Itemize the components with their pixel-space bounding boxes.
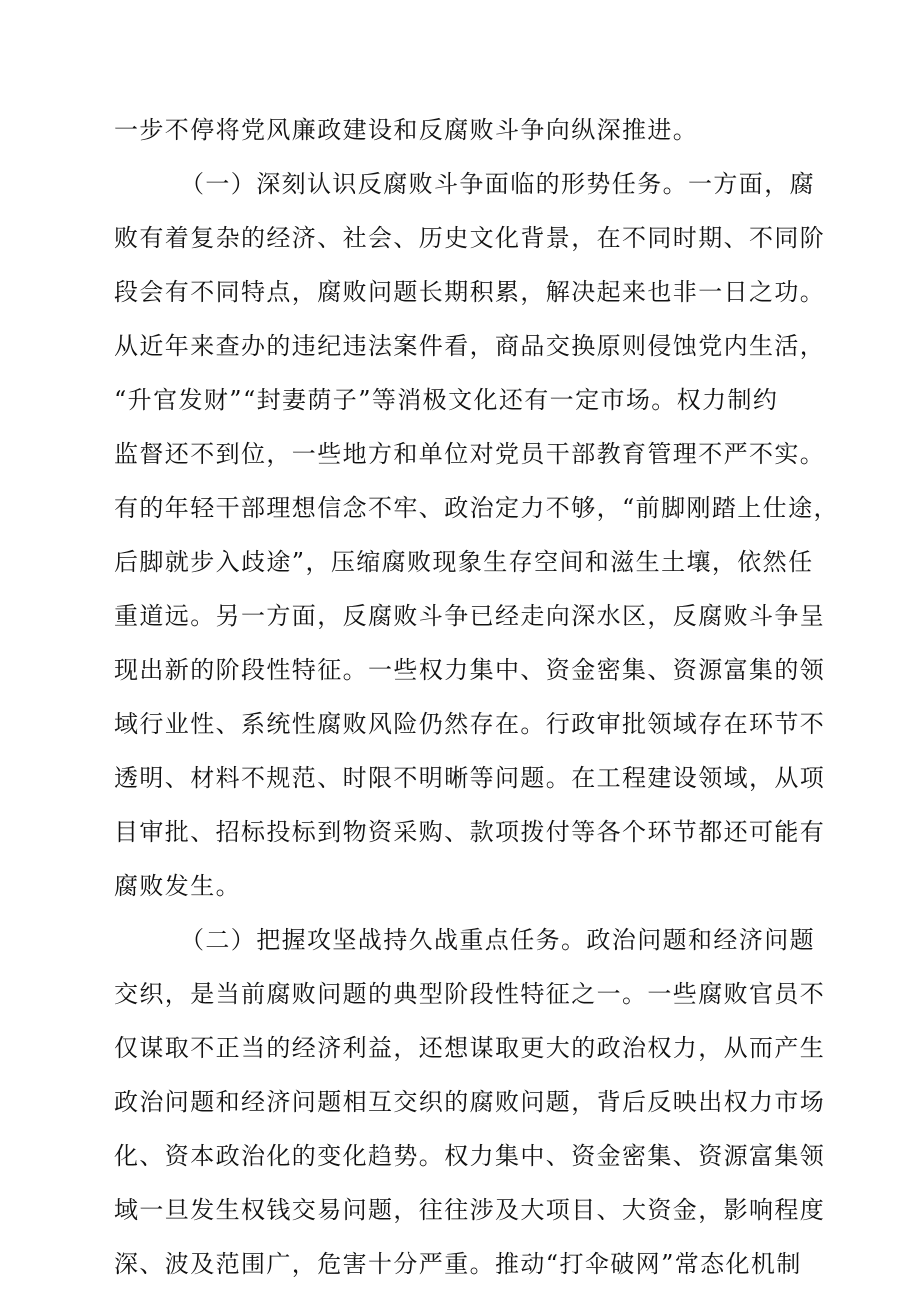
text-line: “升官发财”“封妻荫子”等消极文化还有一定市场。权力制约 <box>114 386 779 414</box>
text-line: 现出新的阶段性特征。一些权力集中、资金密集、资源富集的领 <box>114 656 826 684</box>
text-line: 交织，是当前腐败问题的典型阶段性特征之一。一些腐败官员不 <box>114 980 826 1008</box>
text-line: 败有着复杂的经济、社会、历史文化背景，在不同时期、不同阶 <box>114 224 826 252</box>
paragraph-1-first-line: （一）深刻认识反腐败斗争面临的形势任务。一方面，腐 <box>180 170 815 198</box>
text-line: 域行业性、系统性腐败风险仍然存在。行政审批领域存在环节不 <box>114 710 826 738</box>
text-line: 化、资本政治化的变化趋势。权力集中、资金密集、资源富集领 <box>114 1142 826 1170</box>
text-line: 重道远。另一方面，反腐败斗争已经走向深水区，反腐败斗争呈 <box>114 602 826 630</box>
text-line: 从近年来查办的违纪违法案件看，商品交换原则侵蚀党内生活， <box>114 332 826 360</box>
text-line: 深、波及范围广，危害十分严重。推动“打伞破网”常态化机制 <box>114 1250 802 1278</box>
text-line: 一步不停将党风廉政建设和反腐败斗争向纵深推进。 <box>114 116 699 144</box>
text-line: 段会有不同特点，腐败问题长期积累，解决起来也非一日之功。 <box>114 278 826 306</box>
text-line: 仅谋取不正当的经济利益，还想谋取更大的政治权力，从而产生 <box>114 1034 826 1062</box>
text-line: 后脚就步入歧途”，压缩腐败现象生存空间和滋生土壤，依然任 <box>114 548 814 576</box>
text-line: 监督还不到位，一些地方和单位对党员干部教育管理不严不实。 <box>114 440 826 468</box>
text-line: 域一旦发生权钱交易问题，往往涉及大项目、大资金，影响程度 <box>114 1196 826 1224</box>
text-line: 政治问题和经济问题相互交织的腐败问题，背后反映出权力市场 <box>114 1088 826 1116</box>
text-line: 目审批、招标投标到物资采购、款项拨付等各个环节都还可能有 <box>114 818 826 846</box>
text-line: 透明、材料不规范、时限不明晰等问题。在工程建设领域，从项 <box>114 764 826 792</box>
text-line: 有的年轻干部理想信念不牢、政治定力不够，“前脚刚踏上仕途， <box>114 494 839 522</box>
text-line: 腐败发生。 <box>114 872 241 900</box>
paragraph-2-first-line: （二）把握攻坚战持久战重点任务。政治问题和经济问题 <box>180 926 815 954</box>
